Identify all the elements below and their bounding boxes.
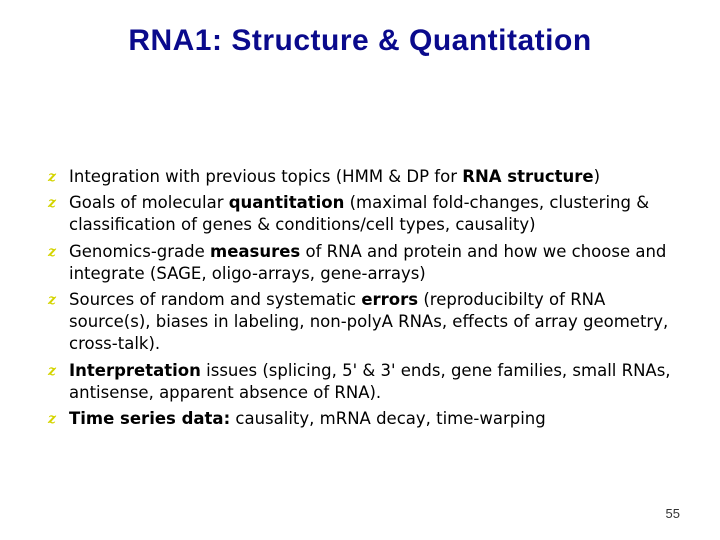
bullet-marker-icon: z [48, 292, 56, 309]
bullet-text: issues (splicing, 5' & 3' ends, gene families, small RNAs, antisense, apparent absence of RNA). [69, 360, 671, 402]
bullet-marker-icon: z [48, 195, 56, 212]
bullet-text: (maximal fold-changes, clustering & classification of genes & conditions/cell types, causality) [69, 193, 650, 235]
bullet-marker-icon: z [48, 169, 56, 185]
bullet-text: Goals of molecular [69, 193, 229, 213]
bullet-item [48, 289, 688, 356]
bullet-emphasis: errors [361, 290, 419, 310]
bullet-text: of RNA and protein and how we choose and integrate (SAGE, oligo-arrays, gene-arrays) [69, 241, 667, 283]
bullet-marker-icon: z [48, 243, 56, 260]
bullet-text: Sources of random and systematic [69, 290, 362, 310]
page-number: 55 [665, 506, 680, 521]
bullet-text: ) [593, 167, 601, 186]
bullet-text: causality, mRNA decay, time-warping [230, 409, 546, 429]
bullet-emphasis: quantitation [228, 193, 345, 213]
bullet-text: Integration with previous topics (HMM & DP for [69, 167, 463, 186]
bullet-item [48, 192, 688, 236]
bullet-item [48, 408, 688, 430]
bullet-text: Genomics-grade [69, 241, 211, 261]
bullet-item [48, 166, 688, 188]
bullet-text: (reproducibilty of RNA source(s), biases in labeling, non-polyA RNAs, effects of array geometry, cross-talk). [69, 290, 669, 354]
bullet-marker-icon: z [48, 362, 56, 379]
bullet-list [48, 166, 688, 434]
bullet-item [48, 360, 688, 404]
bullet-marker-icon: z [48, 411, 56, 428]
slide-title: RNA1: Structure & Quantitation [128, 24, 592, 57]
bullet-emphasis: measures [210, 241, 301, 261]
bullet-emphasis: RNA structure [462, 167, 594, 186]
bullet-item [48, 241, 688, 285]
bullet-emphasis: Time series data: [69, 409, 231, 429]
bullet-emphasis: Interpretation [69, 360, 201, 380]
